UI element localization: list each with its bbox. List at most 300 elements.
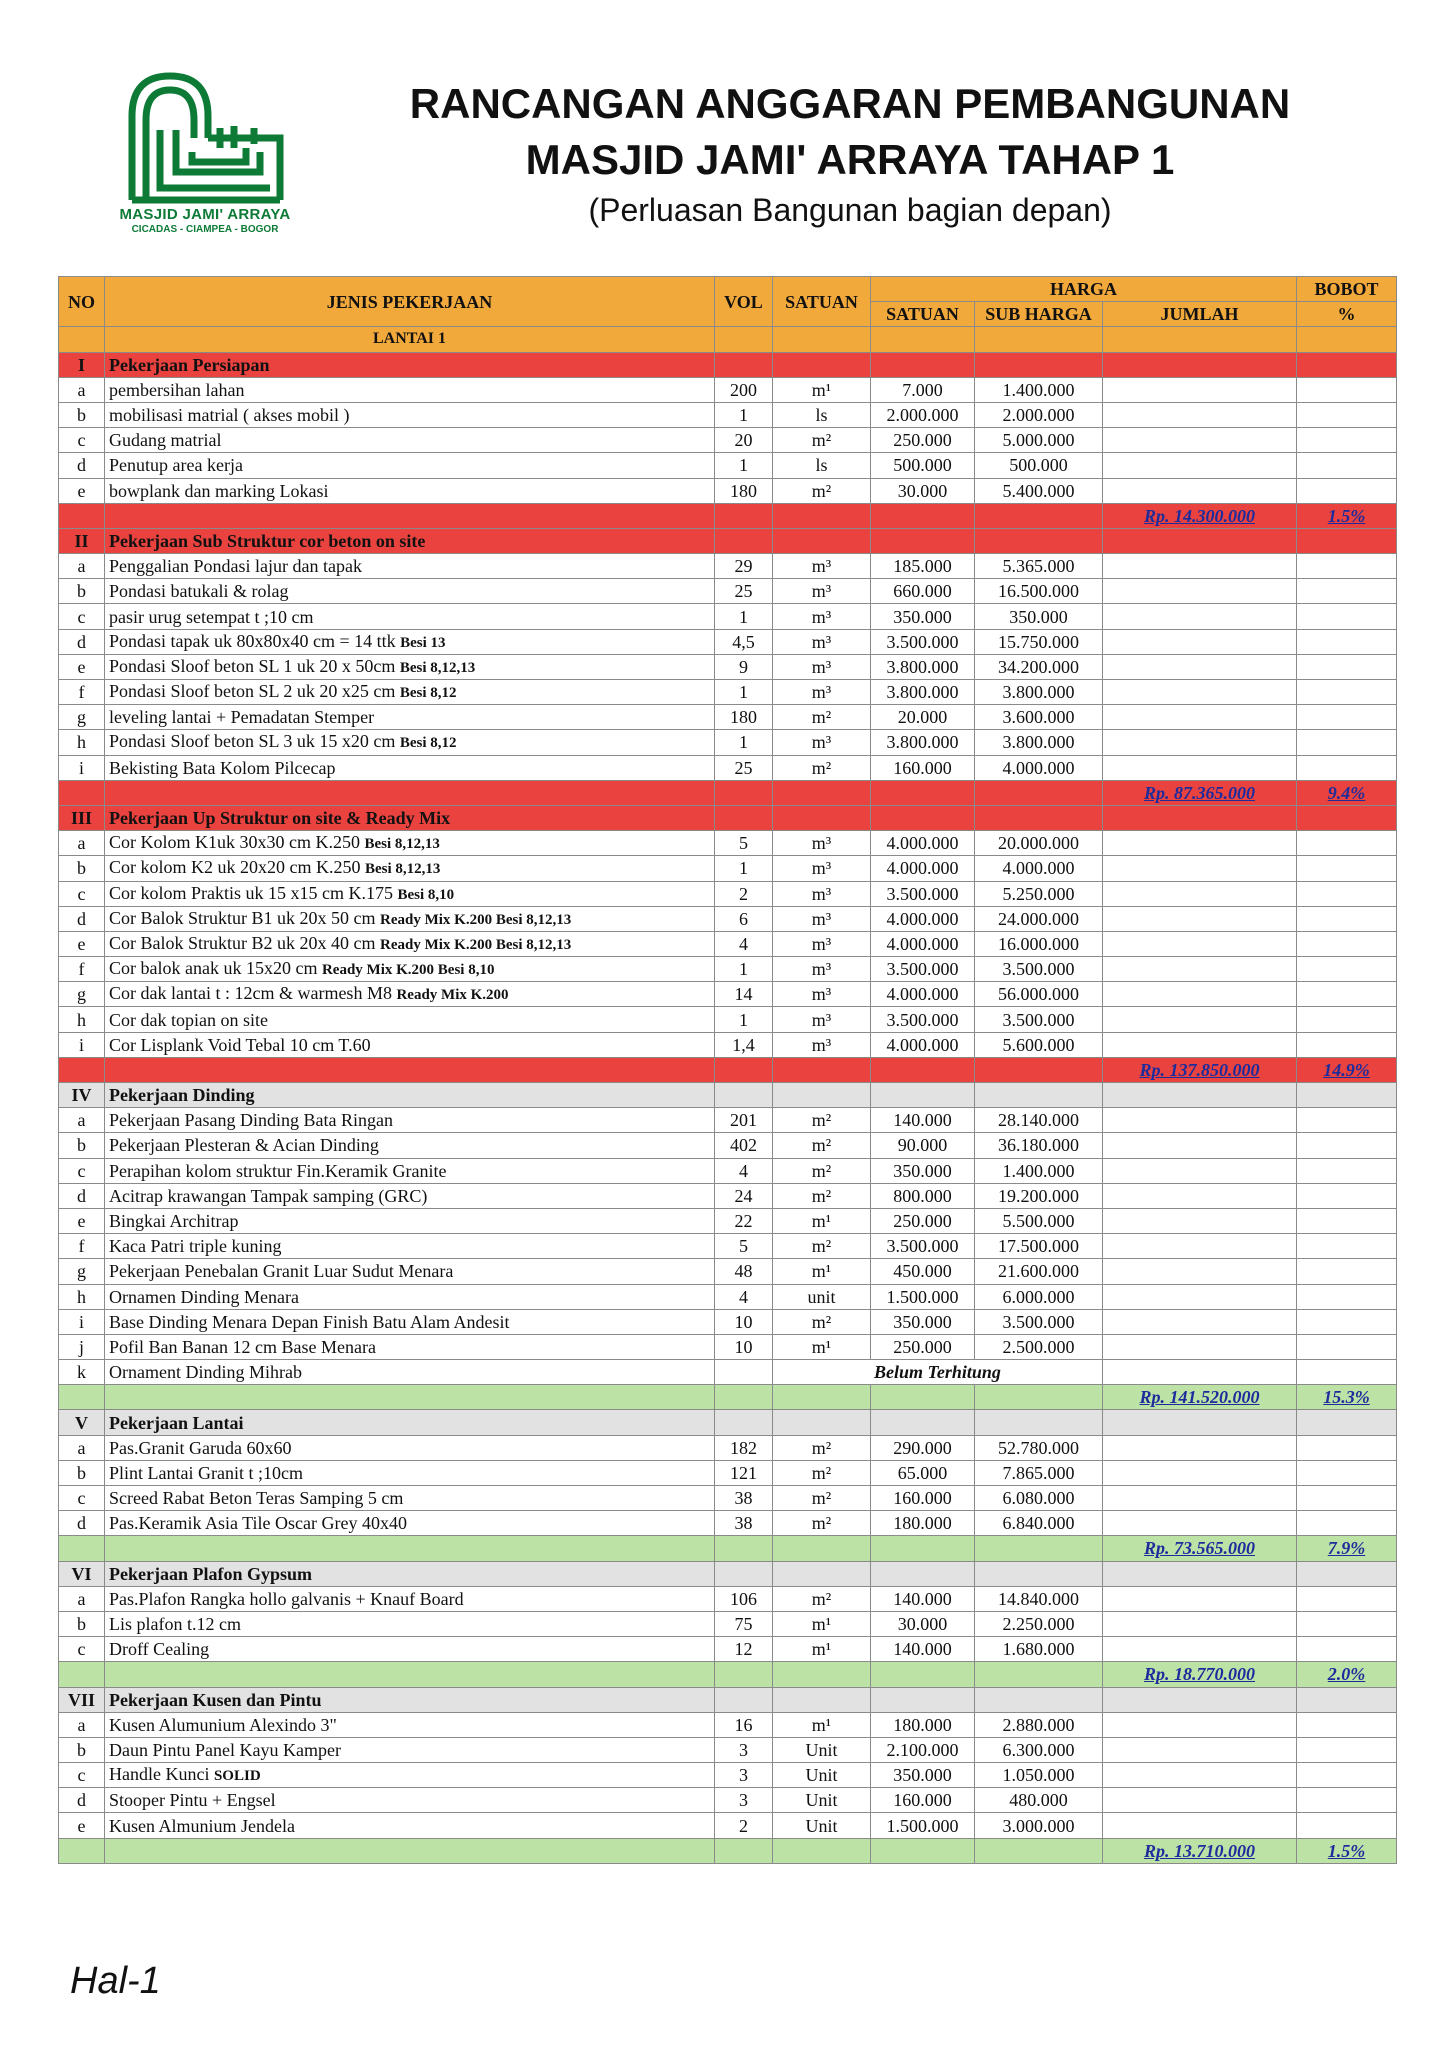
item-unit: m¹ xyxy=(773,1611,871,1636)
item-name-cell xyxy=(105,931,715,956)
item-name-cell xyxy=(105,1208,715,1233)
item-letter: d xyxy=(59,906,105,931)
item-letter: i xyxy=(59,1032,105,1057)
item-letter: c xyxy=(59,604,105,629)
section-total-row xyxy=(59,1662,1397,1687)
item-note: Ready Mix K.200 Besi 8,12,13 xyxy=(380,936,572,953)
item-name-cell xyxy=(105,755,715,780)
item-vol: 29 xyxy=(715,554,773,579)
item-vol: 1 xyxy=(715,957,773,982)
item-subtotal: 3.800.000 xyxy=(975,680,1103,705)
item-unit: m² xyxy=(773,428,871,453)
item-name-cell xyxy=(105,1259,715,1284)
document-subtitle: (Perluasan Bangunan bagian depan) xyxy=(588,192,1112,228)
item-price: 3.500.000 xyxy=(871,881,975,906)
section-title: Pekerjaan Dinding xyxy=(105,1083,715,1108)
table-row xyxy=(59,1032,1397,1057)
item-price: 185.000 xyxy=(871,554,975,579)
section-total-row xyxy=(59,1838,1397,1863)
item-unit: m³ xyxy=(773,881,871,906)
item-vol: 12 xyxy=(715,1637,773,1662)
item-name-cell xyxy=(105,629,715,654)
section-title-row xyxy=(59,352,1397,377)
item-name-cell xyxy=(105,1586,715,1611)
item-name: bowplank dan marking Lokasi xyxy=(109,480,329,501)
section-total-row xyxy=(59,1385,1397,1410)
table-row xyxy=(59,428,1397,453)
item-letter: a xyxy=(59,1435,105,1460)
item-unit: m¹ xyxy=(773,1259,871,1284)
item-unit: m² xyxy=(773,1586,871,1611)
item-vol: 1 xyxy=(715,730,773,755)
item-subtotal: 5.600.000 xyxy=(975,1032,1103,1057)
table-row xyxy=(59,1813,1397,1838)
item-name: Cor Kolom K1uk 30x30 cm K.250 xyxy=(109,832,365,853)
table-row xyxy=(59,856,1397,881)
table-row xyxy=(59,478,1397,503)
section-total: Rp. 73.565.000 xyxy=(1103,1536,1297,1561)
table-row xyxy=(59,1334,1397,1359)
item-name-cell xyxy=(105,982,715,1007)
item-subtotal: 7.865.000 xyxy=(975,1460,1103,1485)
item-note: Besi 8,12 xyxy=(399,735,457,752)
item-price: 4.000.000 xyxy=(871,1032,975,1057)
item-name: Ornamen Dinding Menara xyxy=(109,1286,299,1307)
item-unit: m² xyxy=(773,1511,871,1536)
table-row xyxy=(59,957,1397,982)
item-subtotal: 20.000.000 xyxy=(975,831,1103,856)
item-price: 160.000 xyxy=(871,1486,975,1511)
table-row xyxy=(59,1284,1397,1309)
item-vol: 180 xyxy=(715,705,773,730)
table-row xyxy=(59,1360,1397,1385)
item-name: Cor Balok Struktur B2 uk 20x 40 cm xyxy=(109,932,380,953)
item-subtotal: 2.250.000 xyxy=(975,1611,1103,1636)
section-title-row xyxy=(59,1561,1397,1586)
section-bobot: 7.9% xyxy=(1297,1536,1397,1561)
item-unit: m² xyxy=(773,1158,871,1183)
item-vol: 1 xyxy=(715,604,773,629)
section-bobot: 9.4% xyxy=(1297,780,1397,805)
item-price: 4.000.000 xyxy=(871,856,975,881)
item-vol: 106 xyxy=(715,1586,773,1611)
item-name-cell xyxy=(105,1133,715,1158)
floor-label: LANTAI 1 xyxy=(105,327,715,352)
item-price: 30.000 xyxy=(871,1611,975,1636)
item-subtotal: 4.000.000 xyxy=(975,755,1103,780)
item-name: Bingkai Architrap xyxy=(109,1211,239,1232)
item-name: Bekisting Bata Kolom Pilcecap xyxy=(109,757,336,778)
table-row xyxy=(59,831,1397,856)
item-vol: 180 xyxy=(715,478,773,503)
item-name-cell xyxy=(105,377,715,402)
item-name: pembersihan lahan xyxy=(109,379,245,400)
item-subtotal: 5.400.000 xyxy=(975,478,1103,503)
item-unit: m³ xyxy=(773,831,871,856)
item-name-cell xyxy=(105,1486,715,1511)
item-name: Daun Pintu Panel Kayu Kamper xyxy=(109,1739,341,1760)
item-vol: 121 xyxy=(715,1460,773,1485)
col-jumlah: JUMLAH xyxy=(1103,302,1297,327)
item-unit: m¹ xyxy=(773,377,871,402)
col-harga: HARGA xyxy=(871,277,1297,302)
item-unit: m¹ xyxy=(773,1712,871,1737)
item-letter: a xyxy=(59,1712,105,1737)
item-price: 250.000 xyxy=(871,1208,975,1233)
item-unit: m¹ xyxy=(773,1208,871,1233)
item-letter: d xyxy=(59,453,105,478)
item-name-cell xyxy=(105,680,715,705)
item-price: 180.000 xyxy=(871,1511,975,1536)
item-unit: m² xyxy=(773,1460,871,1485)
section-total-row xyxy=(59,503,1397,528)
budget-table-body xyxy=(59,327,1397,1863)
item-unit: Unit xyxy=(773,1737,871,1762)
section-total-row xyxy=(59,1057,1397,1082)
item-unit: m³ xyxy=(773,982,871,1007)
item-unit: m³ xyxy=(773,1032,871,1057)
item-subtotal: 1.400.000 xyxy=(975,377,1103,402)
item-price: 350.000 xyxy=(871,1309,975,1334)
item-name-cell xyxy=(105,1788,715,1813)
item-note: Ready Mix K.200 xyxy=(396,987,509,1004)
item-letter: a xyxy=(59,554,105,579)
item-subtotal: 6.080.000 xyxy=(975,1486,1103,1511)
item-name-cell xyxy=(105,831,715,856)
table-row xyxy=(59,629,1397,654)
item-vol: 14 xyxy=(715,982,773,1007)
item-vol: 25 xyxy=(715,755,773,780)
item-vol: 3 xyxy=(715,1788,773,1813)
item-price: 4.000.000 xyxy=(871,931,975,956)
item-name-cell xyxy=(105,1763,715,1788)
item-name: Kaca Patri triple kuning xyxy=(109,1236,282,1257)
item-unit: m² xyxy=(773,478,871,503)
item-letter: g xyxy=(59,705,105,730)
item-unit: m² xyxy=(773,1234,871,1259)
item-note: Ready Mix K.200 Besi 8,12,13 xyxy=(380,911,572,928)
item-name: Kusen Alumunium Alexindo 3" xyxy=(109,1714,337,1735)
item-letter: b xyxy=(59,402,105,427)
item-name: Plint Lantai Granit t ;10cm xyxy=(109,1462,303,1483)
item-name: Screed Rabat Beton Teras Samping 5 cm xyxy=(109,1488,404,1509)
item-price: 1.500.000 xyxy=(871,1813,975,1838)
item-name-cell xyxy=(105,856,715,881)
section-total: Rp. 141.520.000 xyxy=(1103,1385,1297,1410)
item-letter: c xyxy=(59,881,105,906)
table-row xyxy=(59,680,1397,705)
item-price: 180.000 xyxy=(871,1712,975,1737)
item-vol: 5 xyxy=(715,1234,773,1259)
item-vol: 10 xyxy=(715,1334,773,1359)
section-number: I xyxy=(59,352,105,377)
item-name-cell xyxy=(105,1511,715,1536)
item-subtotal: 500.000 xyxy=(975,453,1103,478)
item-letter: b xyxy=(59,1737,105,1762)
item-vol: 25 xyxy=(715,579,773,604)
item-name: Cor Balok Struktur B1 uk 20x 50 cm xyxy=(109,907,380,928)
item-name-cell xyxy=(105,1813,715,1838)
item-vol: 1 xyxy=(715,856,773,881)
table-row xyxy=(59,881,1397,906)
item-price: 2.100.000 xyxy=(871,1737,975,1762)
section-title: Pekerjaan Persiapan xyxy=(105,352,715,377)
item-subtotal: 4.000.000 xyxy=(975,856,1103,881)
item-name: Pas.Keramik Asia Tile Oscar Grey 40x40 xyxy=(109,1513,407,1534)
section-title: Pekerjaan Plafon Gypsum xyxy=(105,1561,715,1586)
item-vol: 16 xyxy=(715,1712,773,1737)
item-name: Pekerjaan Pasang Dinding Bata Ringan xyxy=(109,1110,393,1131)
item-subtotal: 28.140.000 xyxy=(975,1108,1103,1133)
item-name: Cor Lisplank Void Tebal 10 cm T.60 xyxy=(109,1034,371,1055)
item-name: Pondasi tapak uk 80x80x40 cm = 14 ttk xyxy=(109,630,401,651)
item-price: 350.000 xyxy=(871,604,975,629)
item-price: 20.000 xyxy=(871,705,975,730)
table-row xyxy=(59,453,1397,478)
item-vol: 22 xyxy=(715,1208,773,1233)
item-price: 3.800.000 xyxy=(871,680,975,705)
item-letter: d xyxy=(59,629,105,654)
section-total: Rp. 137.850.000 xyxy=(1103,1057,1297,1082)
item-price: 1.500.000 xyxy=(871,1284,975,1309)
item-price: 7.000 xyxy=(871,377,975,402)
table-row xyxy=(59,1586,1397,1611)
item-name: Lis plafon t.12 cm xyxy=(109,1614,241,1635)
item-letter: c xyxy=(59,1763,105,1788)
item-subtotal: 34.200.000 xyxy=(975,654,1103,679)
item-subtotal: 16.000.000 xyxy=(975,931,1103,956)
item-vol: 10 xyxy=(715,1309,773,1334)
item-vol: 1 xyxy=(715,680,773,705)
item-unit: m¹ xyxy=(773,1334,871,1359)
item-subtotal: 52.780.000 xyxy=(975,1435,1103,1460)
item-price: 250.000 xyxy=(871,428,975,453)
item-name-cell xyxy=(105,402,715,427)
item-name-cell xyxy=(105,1360,715,1385)
item-name: Base Dinding Menara Depan Finish Batu Alam Andesit xyxy=(109,1311,510,1332)
table-row xyxy=(59,1007,1397,1032)
section-bobot: 2.0% xyxy=(1297,1662,1397,1687)
logo-location: CICADAS - CIAMPEA - BOGOR xyxy=(131,224,279,235)
table-row xyxy=(59,1133,1397,1158)
item-price: 3.800.000 xyxy=(871,654,975,679)
item-vol: 4 xyxy=(715,1284,773,1309)
item-name-cell xyxy=(105,1460,715,1485)
table-row xyxy=(59,1788,1397,1813)
section-total: Rp. 14.300.000 xyxy=(1103,503,1297,528)
item-price: 3.500.000 xyxy=(871,629,975,654)
table-row xyxy=(59,1108,1397,1133)
section-number: III xyxy=(59,805,105,830)
budget-table xyxy=(58,276,1397,1864)
item-vol: 2 xyxy=(715,881,773,906)
section-bobot: 14.9% xyxy=(1297,1057,1397,1082)
section-total: Rp. 18.770.000 xyxy=(1103,1662,1297,1687)
table-row xyxy=(59,1611,1397,1636)
table-row xyxy=(59,554,1397,579)
item-name-cell xyxy=(105,1334,715,1359)
item-letter: e xyxy=(59,931,105,956)
section-title: Pekerjaan Sub Struktur cor beton on site xyxy=(105,528,715,553)
item-name-cell xyxy=(105,1712,715,1737)
item-letter: h xyxy=(59,1007,105,1032)
item-subtotal: 5.500.000 xyxy=(975,1208,1103,1233)
item-note: Besi 8,12 xyxy=(399,685,457,702)
table-row xyxy=(59,1763,1397,1788)
table-row xyxy=(59,1259,1397,1284)
item-subtotal: 19.200.000 xyxy=(975,1183,1103,1208)
col-vol: VOL xyxy=(715,277,773,327)
item-subtotal: 350.000 xyxy=(975,604,1103,629)
item-vol: 9 xyxy=(715,654,773,679)
item-unit: m² xyxy=(773,1309,871,1334)
table-row xyxy=(59,654,1397,679)
item-unit: m² xyxy=(773,755,871,780)
table-row xyxy=(59,1208,1397,1233)
item-name-cell xyxy=(105,705,715,730)
item-unit: m³ xyxy=(773,680,871,705)
item-name: Pekerjaan Plesteran & Acian Dinding xyxy=(109,1135,379,1156)
item-name-cell xyxy=(105,554,715,579)
table-row xyxy=(59,579,1397,604)
item-letter: e xyxy=(59,478,105,503)
col-harga-satuan: SATUAN xyxy=(871,302,975,327)
section-title: Pekerjaan Lantai xyxy=(105,1410,715,1435)
item-vol: 75 xyxy=(715,1611,773,1636)
item-subtotal: 2.000.000 xyxy=(975,402,1103,427)
section-title-row xyxy=(59,1410,1397,1435)
table-row xyxy=(59,1234,1397,1259)
item-subtotal: 3.800.000 xyxy=(975,730,1103,755)
item-name: Pondasi batukali & rolag xyxy=(109,581,289,602)
item-vol: 3 xyxy=(715,1737,773,1762)
item-unit: m³ xyxy=(773,654,871,679)
item-subtotal: 2.500.000 xyxy=(975,1334,1103,1359)
item-unit: m³ xyxy=(773,1007,871,1032)
item-name: Pekerjaan Penebalan Granit Luar Sudut Menara xyxy=(109,1261,454,1282)
item-letter: f xyxy=(59,680,105,705)
item-subtotal: 21.600.000 xyxy=(975,1259,1103,1284)
item-letter: i xyxy=(59,1309,105,1334)
table-row xyxy=(59,1511,1397,1536)
item-name: Cor dak lantai t : 12cm & warmesh M8 xyxy=(109,983,397,1004)
item-letter: g xyxy=(59,982,105,1007)
item-letter: h xyxy=(59,730,105,755)
item-name: Penggalian Pondasi lajur dan tapak xyxy=(109,556,362,577)
col-bobot-unit: % xyxy=(1297,302,1397,327)
item-letter: d xyxy=(59,1511,105,1536)
col-sub-harga: SUB HARGA xyxy=(975,302,1103,327)
item-subtotal: 5.000.000 xyxy=(975,428,1103,453)
item-unit: m² xyxy=(773,1133,871,1158)
item-price: 65.000 xyxy=(871,1460,975,1485)
item-letter: k xyxy=(59,1360,105,1385)
item-name: Penutup area kerja xyxy=(109,455,243,476)
item-letter: h xyxy=(59,1284,105,1309)
item-name: leveling lantai + Pemadatan Stemper xyxy=(109,707,375,728)
table-row xyxy=(59,906,1397,931)
item-name: Pondasi Sloof beton SL 3 uk 15 x20 cm xyxy=(109,731,400,752)
item-name-cell xyxy=(105,906,715,931)
item-name-cell xyxy=(105,478,715,503)
item-price: 350.000 xyxy=(871,1763,975,1788)
table-row xyxy=(59,931,1397,956)
item-vol: 4,5 xyxy=(715,629,773,654)
item-name: pasir urug setempat t ;10 cm xyxy=(109,606,314,627)
item-price: 2.000.000 xyxy=(871,402,975,427)
item-vol: 20 xyxy=(715,428,773,453)
item-unit: m³ xyxy=(773,730,871,755)
item-unit: Unit xyxy=(773,1813,871,1838)
item-name: Acitrap krawangan Tampak samping (GRC) xyxy=(109,1185,428,1206)
item-name-cell xyxy=(105,1108,715,1133)
item-name-cell xyxy=(105,579,715,604)
table-row xyxy=(59,705,1397,730)
item-letter: f xyxy=(59,1234,105,1259)
table-row xyxy=(59,1183,1397,1208)
item-vol: 201 xyxy=(715,1108,773,1133)
item-name-cell xyxy=(105,957,715,982)
item-unit: m¹ xyxy=(773,1637,871,1662)
table-row xyxy=(59,1309,1397,1334)
section-total-row xyxy=(59,1536,1397,1561)
item-vol: 4 xyxy=(715,1158,773,1183)
item-price: 90.000 xyxy=(871,1133,975,1158)
item-vol: 1 xyxy=(715,1007,773,1032)
table-row xyxy=(59,1712,1397,1737)
item-letter: g xyxy=(59,1259,105,1284)
item-name-cell xyxy=(105,1158,715,1183)
item-subtotal: 6.300.000 xyxy=(975,1737,1103,1762)
item-name-cell xyxy=(105,654,715,679)
item-letter: b xyxy=(59,856,105,881)
document-header xyxy=(0,0,1448,270)
item-name: Cor kolom Praktis uk 15 x15 cm K.175 xyxy=(109,882,398,903)
table-row xyxy=(59,1637,1397,1662)
item-note: Besi 8,12,13 xyxy=(365,861,441,878)
table-row xyxy=(59,402,1397,427)
mosque-logo xyxy=(112,68,298,235)
item-name-cell xyxy=(105,453,715,478)
item-unit: m³ xyxy=(773,957,871,982)
item-unit: m³ xyxy=(773,931,871,956)
document-title-line2: MASJID JAMI' ARRAYA TAHAP 1 xyxy=(525,136,1175,183)
item-name: Kusen Almunium Jendela xyxy=(109,1815,295,1836)
item-price: 3.500.000 xyxy=(871,1234,975,1259)
item-vol: 38 xyxy=(715,1486,773,1511)
item-unit: m² xyxy=(773,705,871,730)
document-title-line1: RANCANGAN ANGGARAN PEMBANGUNAN xyxy=(409,80,1291,127)
item-unit: m³ xyxy=(773,604,871,629)
item-subtotal: 15.750.000 xyxy=(975,629,1103,654)
table-row xyxy=(59,1737,1397,1762)
section-number: V xyxy=(59,1410,105,1435)
table-row xyxy=(59,755,1397,780)
item-name-cell xyxy=(105,1032,715,1057)
item-letter: b xyxy=(59,1460,105,1485)
section-total-row xyxy=(59,780,1397,805)
table-row xyxy=(59,377,1397,402)
logo-name: MASJID JAMI' ARRAYA xyxy=(119,206,291,223)
item-name: Cor kolom K2 uk 20x20 cm K.250 xyxy=(109,857,365,878)
table-header-row xyxy=(59,277,1397,302)
item-name: Cor balok anak uk 15x20 cm xyxy=(109,958,322,979)
item-name: Pondasi Sloof beton SL 1 uk 20 x 50cm xyxy=(109,655,400,676)
item-vol: 1,4 xyxy=(715,1032,773,1057)
section-bobot: 1.5% xyxy=(1297,1838,1397,1863)
floor-row xyxy=(59,327,1397,352)
item-unit: Unit xyxy=(773,1788,871,1813)
